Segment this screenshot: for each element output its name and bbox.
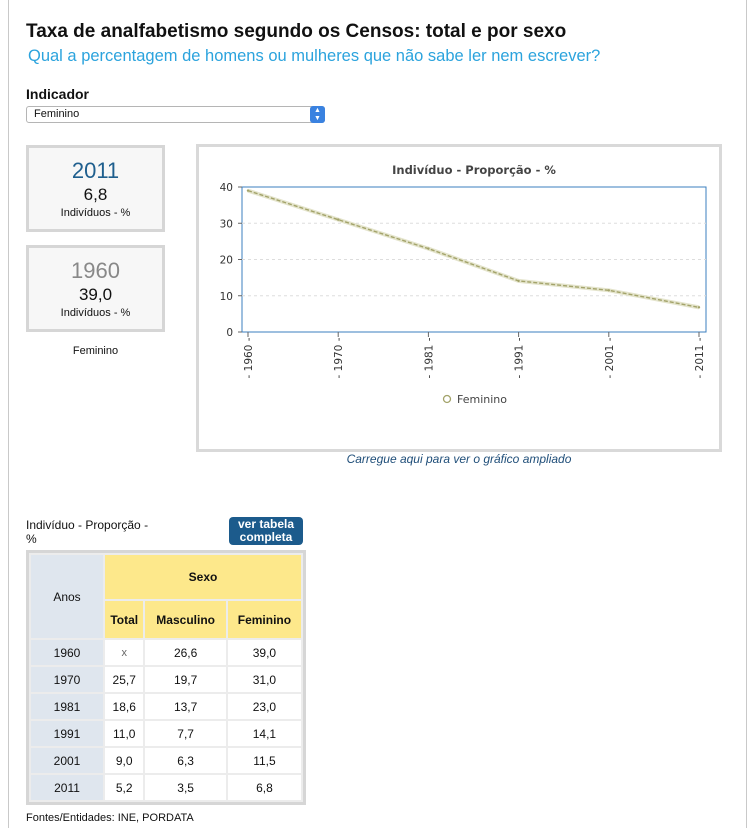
cell-feminino: 31,0 <box>227 666 302 693</box>
table-row <box>30 639 302 666</box>
x-tick-label: - 1960 - <box>243 337 255 379</box>
kpi-card-latest <box>26 145 165 232</box>
cell-total: 18,6 <box>104 693 144 720</box>
cell-total: 5,2 <box>104 774 144 801</box>
kpi-card-earliest <box>26 245 165 332</box>
cell-masculino: 26,6 <box>144 639 226 666</box>
kpi-unit: Indivíduos - % <box>60 307 131 319</box>
table-row <box>30 666 302 693</box>
data-table <box>26 550 306 805</box>
y-tick-label: 30 <box>219 218 233 231</box>
cell-total: 9,0 <box>104 747 144 774</box>
select-arrows-icon: ▲ ▼ <box>310 106 325 123</box>
data-point <box>608 289 610 291</box>
y-axis <box>220 182 242 339</box>
chart-legend[interactable] <box>444 393 508 406</box>
cell-total: x <box>104 639 144 666</box>
kpi-value: 39,0 <box>78 285 113 304</box>
chart-svg <box>199 147 719 449</box>
kpi-caption: Feminino <box>72 345 119 357</box>
cell-masculino: 6,3 <box>144 747 226 774</box>
row-year: 1970 <box>30 666 104 693</box>
plot-area <box>242 187 706 332</box>
data-point <box>698 306 700 308</box>
chart-title: Indivíduo - Proporção - % <box>392 163 556 177</box>
data-point <box>247 189 249 191</box>
indicator-select[interactable] <box>26 106 325 123</box>
cell-feminino: 6,8 <box>227 774 302 801</box>
cell-masculino: 13,7 <box>144 693 226 720</box>
sources-text: Fontes/Entidades: INE, PORDATA <box>26 812 194 824</box>
data-point <box>517 280 519 282</box>
row-year: 1960 <box>30 639 104 666</box>
legend-label: Feminino <box>457 393 507 406</box>
page-title: Taxa de analfabetismo segundo os Censos: total e por sexo <box>26 21 567 42</box>
y-tick-label: 20 <box>219 254 233 267</box>
header-total: Total <box>104 600 144 639</box>
table-row <box>30 693 302 720</box>
row-year: 1991 <box>30 720 104 747</box>
cell-feminino: 14,1 <box>227 720 302 747</box>
data-point <box>427 247 429 249</box>
enlarge-chart-link[interactable]: Carregue aqui para ver o gráfico ampliado <box>346 452 572 466</box>
kpi-unit: Indivíduos - % <box>60 207 131 219</box>
table-row <box>30 747 302 774</box>
cell-masculino: 3,5 <box>144 774 226 801</box>
cell-total: 25,7 <box>104 666 144 693</box>
y-tick-label: 10 <box>219 290 233 303</box>
cell-total: 11,0 <box>104 720 144 747</box>
y-tick-label: 0 <box>226 327 233 339</box>
legend-marker <box>444 396 451 403</box>
cell-masculino: 19,7 <box>144 666 226 693</box>
table-row <box>30 720 302 747</box>
table-caption: Indivíduo - Proporção - % <box>26 518 149 546</box>
x-axis <box>243 332 706 378</box>
indicator-selected-value: Feminino <box>34 108 80 120</box>
x-tick-label: - 1970 - <box>333 337 346 379</box>
row-year: 2011 <box>30 774 104 801</box>
kpi-value: 6,8 <box>83 185 108 204</box>
table-row <box>30 774 302 801</box>
header-feminino: Feminino <box>227 600 302 639</box>
x-tick-label: - 1991 - <box>513 337 526 379</box>
header-masculino: Masculino <box>144 600 226 639</box>
header-sexo: Sexo <box>104 554 302 600</box>
kpi-year: 1960 <box>71 258 120 283</box>
kpi-year: 2011 <box>71 158 120 183</box>
full-table-button[interactable]: ver tabela completa <box>229 517 303 545</box>
row-year: 1981 <box>30 693 104 720</box>
page-subtitle: Qual a percentagem de homens ou mulheres que não sabe ler nem escrever? <box>28 47 601 65</box>
header-anos: Anos <box>30 554 104 639</box>
line-chart[interactable] <box>196 144 722 452</box>
x-tick-label: - 2001 - <box>603 337 616 379</box>
x-tick-label: - 2011 - <box>694 337 706 379</box>
data-point <box>337 218 339 220</box>
cell-feminino: 11,5 <box>227 747 302 774</box>
cell-feminino: 23,0 <box>227 693 302 720</box>
cell-masculino: 7,7 <box>144 720 226 747</box>
y-tick-label: 40 <box>219 182 233 194</box>
x-tick-label: - 1981 - <box>423 337 436 379</box>
indicator-label: Indicador <box>26 86 90 102</box>
row-year: 2001 <box>30 747 104 774</box>
cell-feminino: 39,0 <box>227 639 302 666</box>
